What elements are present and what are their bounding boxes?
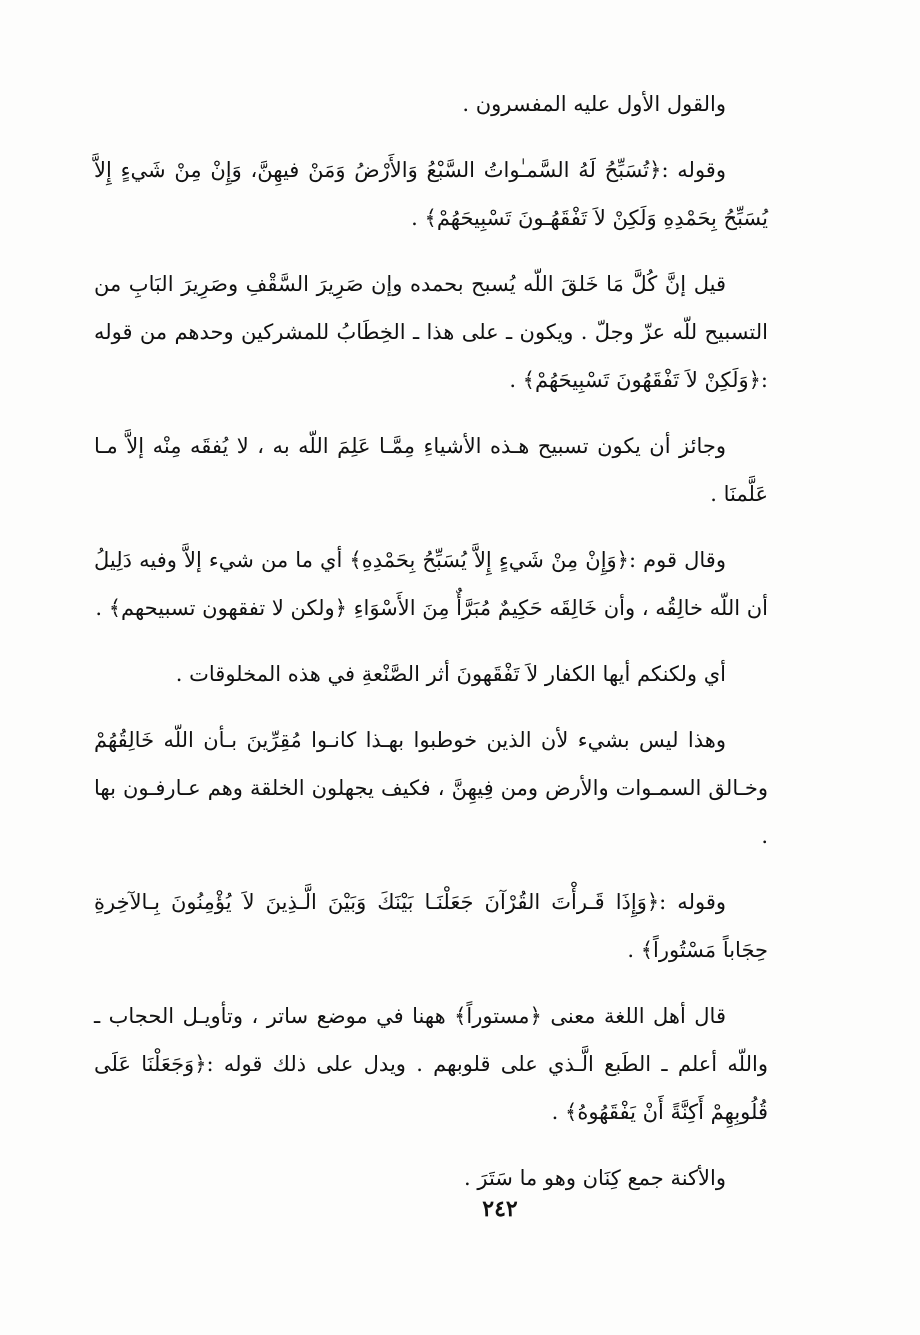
paragraph-2: وقوله :﴿تُسَبِّحُ لَهُ السَّمـٰواتُ السَّبْعُ وَالأَرْضُ وَمَنْ فيهِنَّ، وَإِنْ مِنْ شَيءٍ إِلاَّ يُسَبِّحُ بِحَمْدِهِ وَلَكِنْ لاَ تَفْقَهُـونَ تَسْبِيحَهُمْ﴾ . [94,158,768,230]
page-number: ٢٤٢ [482,1196,518,1222]
paragraph-7: وهذا ليس بشيء لأن الذين خوطبوا بهـذا كانـوا مُقِرِّينَ بـأن اللّه خَالِقُهُمْ وخـالق السمـوات والأرض ومن فِيهِنَّ ، فكيف يجهلون الخلقة وهم عـارفـون بها . [94,728,768,848]
paragraph-5: وقال قوم :﴿وَإِنْ مِنْ شَيءٍ إِلاَّ يُسَبِّحُ بِحَمْدِهِ﴾ أي ما من شيء إلاَّ وفيه دَلِيلُ أن اللّه خالِقُه ، وأن خَالِقَه حَكِيمٌ مُبَرَّأٌ مِنَ الأَسْوَاءِ ﴿ولكن لا تفقهون تسبيحهم﴾ . [94,548,768,620]
paragraph-10: والأكنة جمع كِنَان وهو ما سَتَرَ . [464,1166,726,1190]
paragraph-8: وقوله :﴿وَإِذَا قَـرأْتَ القُرْآنَ جَعَلْنَـا بَيْنَكَ وَبَيْنَ الَّـذِينَ لاَ يُؤْمِنُونَ بِـالآخِرةِ حِجَاباً مَسْتُوراً﴾ . [94,890,768,962]
page-body-text [94,80,768,1220]
paragraph-9: قال أهل اللغة معنى ﴿مستوراً﴾ ههنا في موضع ساتر ، وتأويـل الحجاب ـ واللّه أعلم ـ الطَبع الَّـذي على قلوبهم . ويدل على ذلك قوله :﴿وَجَعَلْنَا عَلَى قُلُوبِهِمْ أَكِنَّةً أَنْ يَفْقَهُوهُ﴾ . [94,1004,768,1124]
page-number-footer [0,1196,920,1222]
paragraph-4: وجائز أن يكون تسبيح هـذه الأشياءِ مِمَّـا عَلِمَ اللّه به ، لا يُفقَه مِنْه إلاَّ مـا عَلَّمنَا . [94,434,768,506]
paragraph-1: والقول الأول عليه المفسرون . [462,92,726,116]
paragraph-3: قيل إنَّ كُلَّ مَا خَلقَ اللّه يُسبح بحمده وإن صَرِيرَ السَّقْفِ وصَرِيرَ البَابِ من التسبيح للّه عزّ وجلّ . ويكون ـ على هذا ـ الخِطَابُ للمشركين وحدهم من قوله :﴿وَلَكِنْ لاَ تَفْقَهُونَ تَسْبِيحَهُمْ﴾ . [94,272,768,392]
paragraph-6: أي ولكنكم أيها الكفار لاَ تَفْقَهونَ أثر الصَّنْعةِ في هذه المخلوقات . [175,662,726,686]
